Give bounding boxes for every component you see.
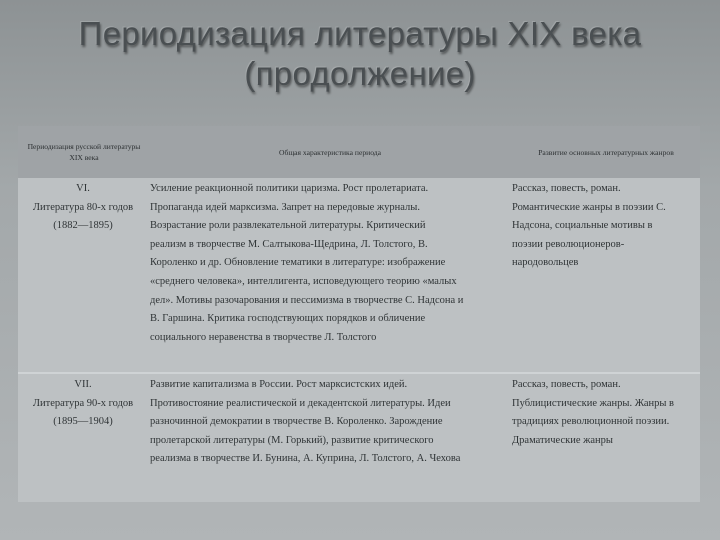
period-name: Литература 80-х годов (32, 201, 134, 213)
period-cell (18, 376, 148, 432)
characteristics-line: Пропаганда идей марксизма. Запрет на передовые журналы. (150, 201, 420, 213)
period-years: (1882—1895) (53, 220, 113, 232)
characteristics-line: реализм в творчестве М. Салтыкова-Щедрина, Л. Толстого, В. (150, 238, 428, 250)
characteristics-line: Усиление реакционной политики царизма. Рост пролетариата. (150, 183, 429, 194)
slide-title (0, 14, 720, 94)
period-cell (18, 180, 148, 236)
characteristics-line: В. Гаршина. Критика господствующих порядков и обличение (150, 313, 426, 325)
characteristics-cell (150, 180, 512, 347)
period-number: VII. (74, 379, 92, 390)
characteristics-line: Короленко и др. Обновление тематики в литературе: изображение (150, 257, 446, 269)
genres-line: Публицистические жанры. Жанры в (512, 397, 675, 409)
table-header (18, 126, 700, 178)
characteristics-line: Развитие капитализма в России. Рост марксистских идей. (150, 379, 408, 390)
characteristics-line: реализма в творчестве И. Бунина, А. Куприна, Л. Толстого, А. Чехова (150, 453, 461, 465)
characteristics-line: Противостояние реалистической и декадентской литературы. Идеи (150, 397, 451, 409)
characteristics-line: Возрастание роли развлекательной литературы. Критический (150, 220, 426, 232)
genres-line: Романтические жанры в поэзии С. (512, 201, 666, 213)
characteristics-cell (150, 376, 512, 469)
genres-line: поэзии революционеров- (512, 238, 625, 250)
characteristics-line: разночинной демократии в творчестве В. Короленко. Зарождение (150, 416, 443, 428)
table-row (18, 178, 700, 372)
period-name: Литература 90-х годов (32, 397, 134, 409)
period-years: (1895—1904) (53, 416, 113, 428)
characteristics-line: пролетарской литературы (М. Горький), развитие критического (150, 434, 434, 446)
slide-title-line-1: Периодизация литературы XIX века (78, 15, 642, 52)
header-period: Периодизация русской литературы XIX века (27, 142, 141, 162)
genres-line: Рассказ, повесть, роман. (512, 183, 621, 194)
periodization-table (18, 126, 700, 502)
genres-line: традициях революционной поэзии. (512, 416, 670, 428)
characteristics-line: социального неравенства в творчестве Л. Толстого (150, 331, 377, 343)
genres-line: Рассказ, повесть, роман. (512, 379, 621, 390)
genres-line: Надсона, социальные мотивы в (512, 220, 653, 232)
genres-cell (512, 180, 700, 273)
characteristics-line: «среднего человека», интеллигента, исповедующего теорию «малых (150, 275, 457, 287)
header-genres: Развитие основных литературных жанров (538, 147, 674, 157)
genres-cell (512, 376, 700, 450)
genres-line: Драматические жанры (512, 434, 613, 446)
slide-title-line-2: (продолжение) (244, 55, 476, 92)
genres-line: народовольцев (512, 257, 579, 269)
period-number: VI. (76, 183, 90, 194)
table-row (18, 374, 700, 502)
header-characteristics: Общая характеристика периода (278, 147, 382, 157)
characteristics-line: дел». Мотивы разочарования и пессимизма в творчестве С. Надсона и (150, 294, 464, 306)
